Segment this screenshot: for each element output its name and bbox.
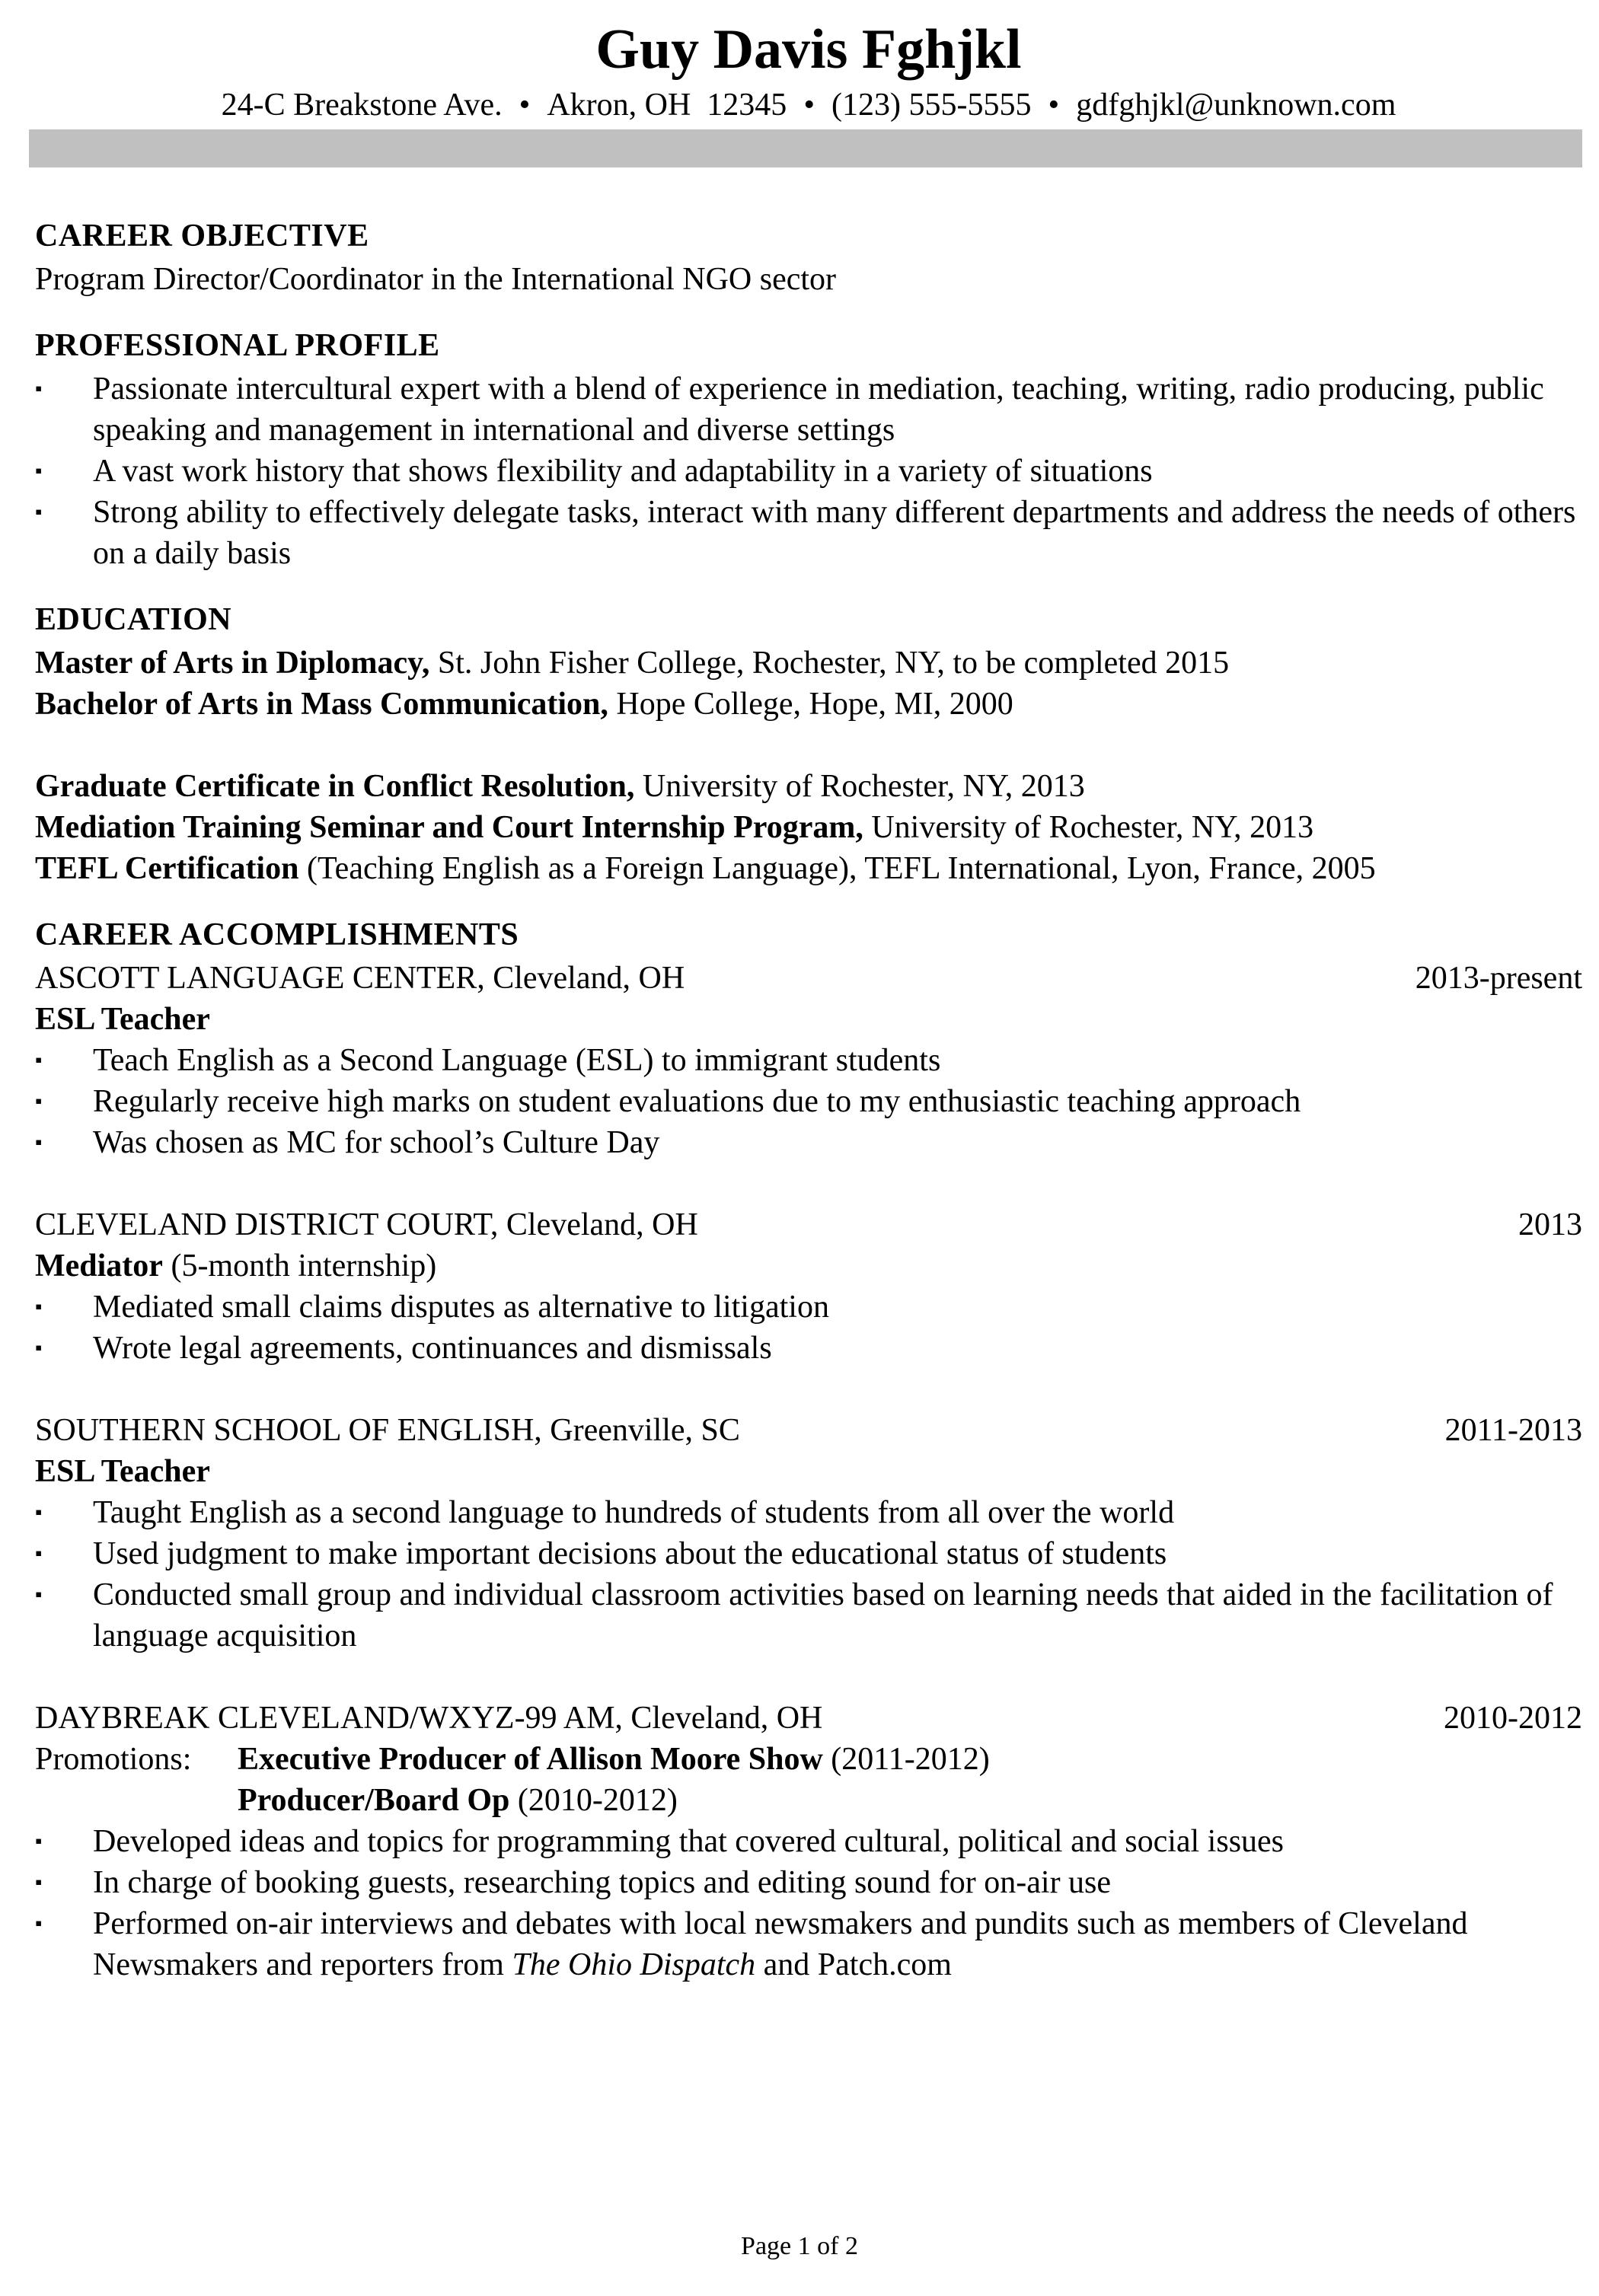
job-dates: 2013-present	[1415, 961, 1582, 996]
job-role: Mediator (5-month internship)	[35, 1248, 437, 1284]
job-entry	[35, 958, 1582, 1163]
bullet-icon: ▪	[35, 1296, 43, 1318]
bullet-icon: ▪	[35, 1871, 43, 1893]
bullet-icon: ▪	[35, 378, 43, 400]
resume-name: Guy Davis Fghjkl	[595, 18, 1022, 81]
job-duties	[35, 1821, 1582, 1985]
bullet-icon: ▪	[35, 1830, 43, 1852]
job-role: ESL Teacher	[35, 1002, 210, 1037]
objective-text: Program Director/Coordinator in the International NGO sector	[35, 262, 837, 297]
list-item: ▪ Was chosen as MC for school’s Culture Day	[35, 1122, 1582, 1163]
job-header	[35, 1698, 1582, 1739]
contact-separator: •	[803, 88, 815, 123]
contact-separator: •	[519, 88, 531, 123]
job-dates: 2010-2012	[1444, 1701, 1582, 1736]
bullet-icon: ▪	[35, 1542, 43, 1564]
section-title-objective: CAREER OBJECTIVE	[35, 218, 369, 254]
job-header	[35, 1410, 1582, 1451]
list-item: ▪ In charge of booking guests, researching topics and editing sound for on-air use	[35, 1862, 1582, 1903]
list-item: ▪ Taught English as a second language to hundreds of students from all over the world	[35, 1492, 1582, 1533]
job-employer: ASCOTT LANGUAGE CENTER, Cleveland, OH	[35, 961, 685, 996]
promotion-row: Promotions: Executive Producer of Allison Moore Show (2011-2012)	[35, 1739, 1582, 1780]
job-duties	[35, 1287, 1582, 1369]
list-item: ▪ Regularly receive high marks on student evaluations due to my enthusiastic teaching approach	[35, 1081, 1582, 1122]
bullet-icon: ▪	[35, 1912, 43, 1934]
certificate-item: TEFL Certification (Teaching English as a Foreign Language), TEFL International, Lyon, France, 2005	[35, 851, 1376, 886]
contact-separator: •	[1048, 88, 1060, 123]
list-item: ▪ Developed ideas and topics for programming that covered cultural, political and social issues	[35, 1821, 1582, 1862]
job-duties	[35, 1492, 1582, 1657]
list-item: ▪ Conducted small group and individual classroom activities based on learning needs that aided in the facilitation of language acquisition	[35, 1574, 1582, 1657]
contact-email[interactable]: gdfghjkl@unknown.com	[1076, 88, 1396, 123]
bullet-icon: ▪	[35, 1583, 43, 1606]
list-item: ▪ A vast work history that shows flexibility and adaptability in a variety of situations	[35, 451, 1582, 492]
contact-address: 24-C Breakstone Ave.	[221, 88, 503, 123]
degree-item: Master of Arts in Diplomacy, St. John Fisher College, Rochester, NY, to be completed 2015	[35, 646, 1230, 681]
resume-page	[35, 0, 1582, 2296]
bullet-icon: ▪	[35, 1090, 43, 1112]
header-divider-bar	[29, 129, 1582, 167]
job-employer: SOUTHERN SCHOOL OF ENGLISH, Greenville, SC	[35, 1413, 740, 1448]
job-entry	[35, 1204, 1582, 1369]
certificate-item: Graduate Certificate in Conflict Resolution, University of Rochester, NY, 2013	[35, 769, 1085, 804]
list-item: ▪ Performed on-air interviews and debates with local newsmakers and pundits such as members of Cleveland Newsmakers and reporters from The Ohio Dispatch and Patch.com	[35, 1903, 1582, 1985]
publication-title: The Ohio Dispatch	[512, 1947, 756, 1982]
bullet-icon: ▪	[35, 1049, 43, 1071]
list-item: ▪ Passionate intercultural expert with a blend of experience in mediation, teaching, writing, radio producing, public speaking and management in international and diverse settings	[35, 368, 1582, 451]
profile-list	[35, 368, 1582, 574]
job-dates: 2013	[1518, 1207, 1582, 1242]
job-header	[35, 1204, 1582, 1245]
job-entry	[35, 1410, 1582, 1657]
contact-phone: (123) 555-5555	[831, 88, 1032, 123]
page-number: Page 1 of 2	[741, 2232, 858, 2260]
job-header	[35, 958, 1582, 999]
job-employer: CLEVELAND DISTRICT COURT, Cleveland, OH	[35, 1207, 698, 1242]
job-role: ESL Teacher	[35, 1454, 210, 1489]
job-duties	[35, 1040, 1582, 1163]
degree-list	[35, 643, 1582, 725]
job-entry	[35, 1698, 1582, 1985]
bullet-icon: ▪	[35, 460, 43, 482]
list-item: ▪ Mediated small claims disputes as alternative to litigation	[35, 1287, 1582, 1328]
job-employer: DAYBREAK CLEVELAND/WXYZ-99 AM, Cleveland, OH	[35, 1701, 823, 1736]
section-title-accomplishments: CAREER ACCOMPLISHMENTS	[35, 917, 519, 952]
bullet-icon: ▪	[35, 501, 43, 523]
job-dates: 2011-2013	[1444, 1413, 1582, 1448]
certificate-list	[35, 766, 1582, 889]
list-item: ▪ Strong ability to effectively delegate tasks, interact with many different departments and address the needs of others on a daily basis	[35, 492, 1582, 574]
list-item: ▪ Teach English as a Second Language (ESL) to immigrant students	[35, 1040, 1582, 1081]
list-item: ▪ Used judgment to make important decisions about the educational status of students	[35, 1533, 1582, 1574]
bullet-icon: ▪	[35, 1501, 43, 1523]
list-item: ▪ Wrote legal agreements, continuances and dismissals	[35, 1328, 1582, 1369]
bullet-icon: ▪	[35, 1337, 43, 1359]
contact-line	[35, 87, 1582, 123]
promotion-row: Producer/Board Op (2010-2012)	[238, 1783, 678, 1818]
section-title-education: EDUCATION	[35, 602, 232, 637]
degree-item: Bachelor of Arts in Mass Communication, Hope College, Hope, MI, 2000	[35, 687, 1013, 722]
certificate-item: Mediation Training Seminar and Court Internship Program, University of Rochester, NY, 2013	[35, 810, 1314, 845]
contact-city: Akron, OH 12345	[547, 88, 787, 123]
section-title-profile: PROFESSIONAL PROFILE	[35, 328, 440, 363]
promotions-label: Promotions:	[35, 1742, 192, 1777]
bullet-icon: ▪	[35, 1131, 43, 1153]
